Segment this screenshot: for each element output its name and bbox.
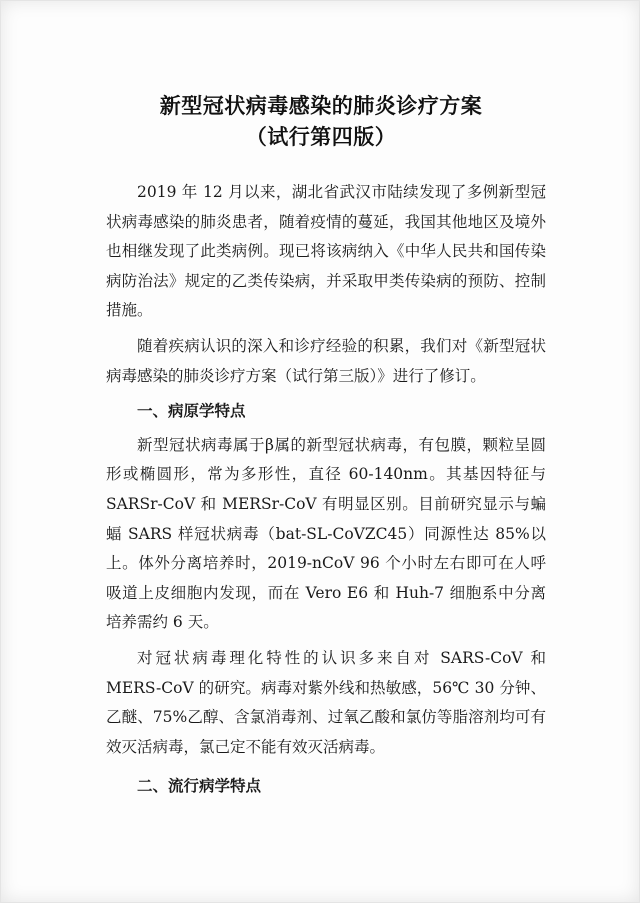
paragraph-intro: 2019 年 12 月以来，湖北省武汉市陆续发现了多例新型冠状病毒感染的肺炎患者，随着疫情的蔓延，我国其他地区及境外也相继发现了此类病例。现已将该病纳入《中华人民共和国传染病防治法》规定的乙类传染病，并采取甲类传染病的预防、控制措施。 [106, 183, 546, 320]
section-heading-epidemiology: 二、流行病学特点 [137, 777, 262, 796]
paragraph-virus-characteristics: 新型冠状病毒属于β属的新型冠状病毒，有包膜，颗粒呈圆形或椭圆形，常为多形性，直径 60-140nm。其基因特征与 SARSr-CoV 和 MERSr-CoV 有明显区别。目前研究显示与蝙蝠 SARS 样冠状病毒（bat-SL-CoVZC45）同源性达 85%以上。体外分离培养时，2019-nCoV 96 个小时左右即可在人呼吸道上皮细胞内发现，而在 Vero E6 和 Huh-7 细胞系中分离培养需约 6 天。 [106, 435, 546, 632]
document-body [106, 178, 546, 806]
paragraph-physicochemical: 对冠状病毒理化特性的认识多来自对 SARS-CoV 和 MERS-CoV 的研究。病毒对紫外线和热敏感，56℃ 30 分钟、乙醚、75%乙醇、含氯消毒剂、过氧乙酸和氯仿等脂溶剂均可有效灭活病毒，氯己定不能有效灭活病毒。 [106, 648, 546, 756]
document-subtitle: （试行第四版） [245, 125, 397, 149]
document-title: 新型冠状病毒感染的肺炎诊疗方案 [159, 94, 483, 118]
paragraph-revision: 随着疾病认识的深入和诊疗经验的积累，我们对《新型冠状病毒感染的肺炎诊疗方案（试行第三版）》进行了修订。 [106, 336, 546, 385]
section-heading-etiology: 一、病原学特点 [137, 402, 246, 421]
